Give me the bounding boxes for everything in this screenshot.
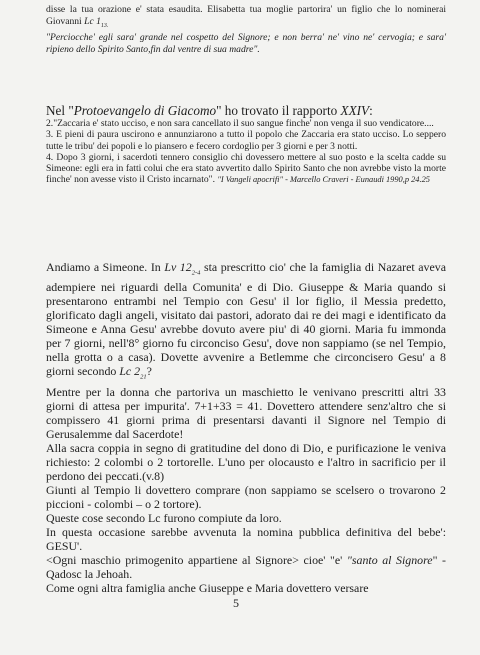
heading-book-title: Protoevangelo di Giacomo [73,103,217,118]
body-paragraph-2: Mentre per la donna che partoriva un maschietto le venivano prescritti altri 33 giorni di attesa per impurita'. 7+1+33 = 41. Dovettero attendere senz'altro che si compissero 41 giorni prima di presentarsi davanti il Signore nel Tempio di Gerusalemme dal Sacerdote! [46,384,446,441]
heading-post: : [369,103,373,118]
excerpt-item-2: 2."Zaccaria e' stato ucciso, e non sara cancellato il suo sangue finche' non venga il suo vendicatore.... [46,118,434,129]
top-paragraph [46,4,446,32]
body-paragraph-6: In questa occasione sarebbe avvenuta la nomina pubblica definitiva del bebe': GESU'. [46,524,446,553]
bible-reference: Lc 2 [119,364,141,379]
body-paragraph-3: Alla sacra coppia in segno di gratitudine del dono di Dio, e purificazione le veniva richiesto: 2 colombi o 2 tortorelle. L'uno per olocausto e l'altro in sacrificio per il perdono dei peccati.(v.8) [46,440,446,483]
body-paragraph-7 [46,553,446,581]
p1-text-c: ? [146,364,152,379]
body-paragraph-5: Queste cose secondo Lc furono compiute da loro. [46,510,282,525]
section-heading [46,103,456,118]
scripture-quote: "Perciocche' egli sara' grande nel cospetto del Signore; e non berra' ne' vino ne' cervogia; e sara' ripieno dello Spirito Santo,fin dal ventre di sua madre". [46,32,446,55]
p7-text-a: <Ogni maschio primogenito appartiene al Signore> cioe' "e' [46,552,347,567]
heading-mid: " ho trovato il rapporto [216,103,341,118]
verse-subscript: 13. [100,22,109,29]
body-paragraph-1 [46,260,446,385]
top-text: disse la tua orazione e' stata esaudita. Elisabetta tua moglie partorira' un figlio che lo nominerai Giovanni [46,4,446,27]
excerpt-item-4-text: 4. Dopo 3 giorni, i sacerdoti tennero consiglio chi dovessero mettere al suo posto e la scelta cadde su Simeone: egli era in fatti colui che era stato avvertito dallo Spirito Santo che non avrebbe visto la morte finche' non avesse visto il Cristo incarnato". [46,151,446,186]
p1-text-a: Andiamo a Simeone. In [46,260,165,274]
heading-pre: Nel " [46,103,74,118]
p7-italic: "santo al Signore [346,552,433,567]
body-paragraph-8: Come ogni altra famiglia anche Giuseppe e Maria dovettero versare [46,580,369,595]
source-citation: "I Vangeli apocrifi" - Marcello Craveri - Eunaudi 1990,p 24.25 [217,175,430,185]
bible-reference: Lv 12 [164,260,192,274]
bible-reference: Lc 1 [84,15,101,27]
excerpt-item-4 [46,152,446,186]
verse-subscript: 21 [140,373,147,381]
page-number: 5 [233,596,239,610]
top-paragraph-block [46,4,446,55]
heading-chapter: XXIV [340,103,370,118]
apocrypha-excerpt [46,118,446,186]
excerpt-item-3: 3. E pieni di paura uscirono e annunziarono a tutto il popolo che Zaccaria era stato ucciso. Lo seppero tutte le tribu' dei popoli e lo piansero e fecero cordoglio per 3 giorni e per 3 notti. [46,129,446,152]
main-body [46,260,446,595]
verse-subscript: 2-4 [191,269,201,277]
p1-text-b: sta prescritto cio' che la famiglia di Nazaret aveva adempiere nei riguardi della Comunita' e di Dio. Giuseppe & Maria quando si presentarono entrambi nel Tempio con Gesu' il lor figlio, il Messia predetto, glorificato dagli angeli, visitato dai pastori, adorato dai re dei magi e identificato da Simeone e Anna Gesu' avrebbe dovuto avere piu' di 40 giorni. Maria fu immonda per 7 giorni, nell'8° giorno fu circonciso Gesu', dove non sappiamo (se nel Tempio, nella grotta o a casa). Dovette avvenire a Betlemme che circoncisero Gesu' a 8 giorni secondo [46,260,446,379]
body-paragraph-4: Giunti al Tempio li dovettero comprare (non sappiamo se scelsero o trovarono 2 piccioni - colombi – o 2 tortore). [46,482,446,511]
p7-text-b: " - Qadosc la Jehoah. [46,552,446,581]
